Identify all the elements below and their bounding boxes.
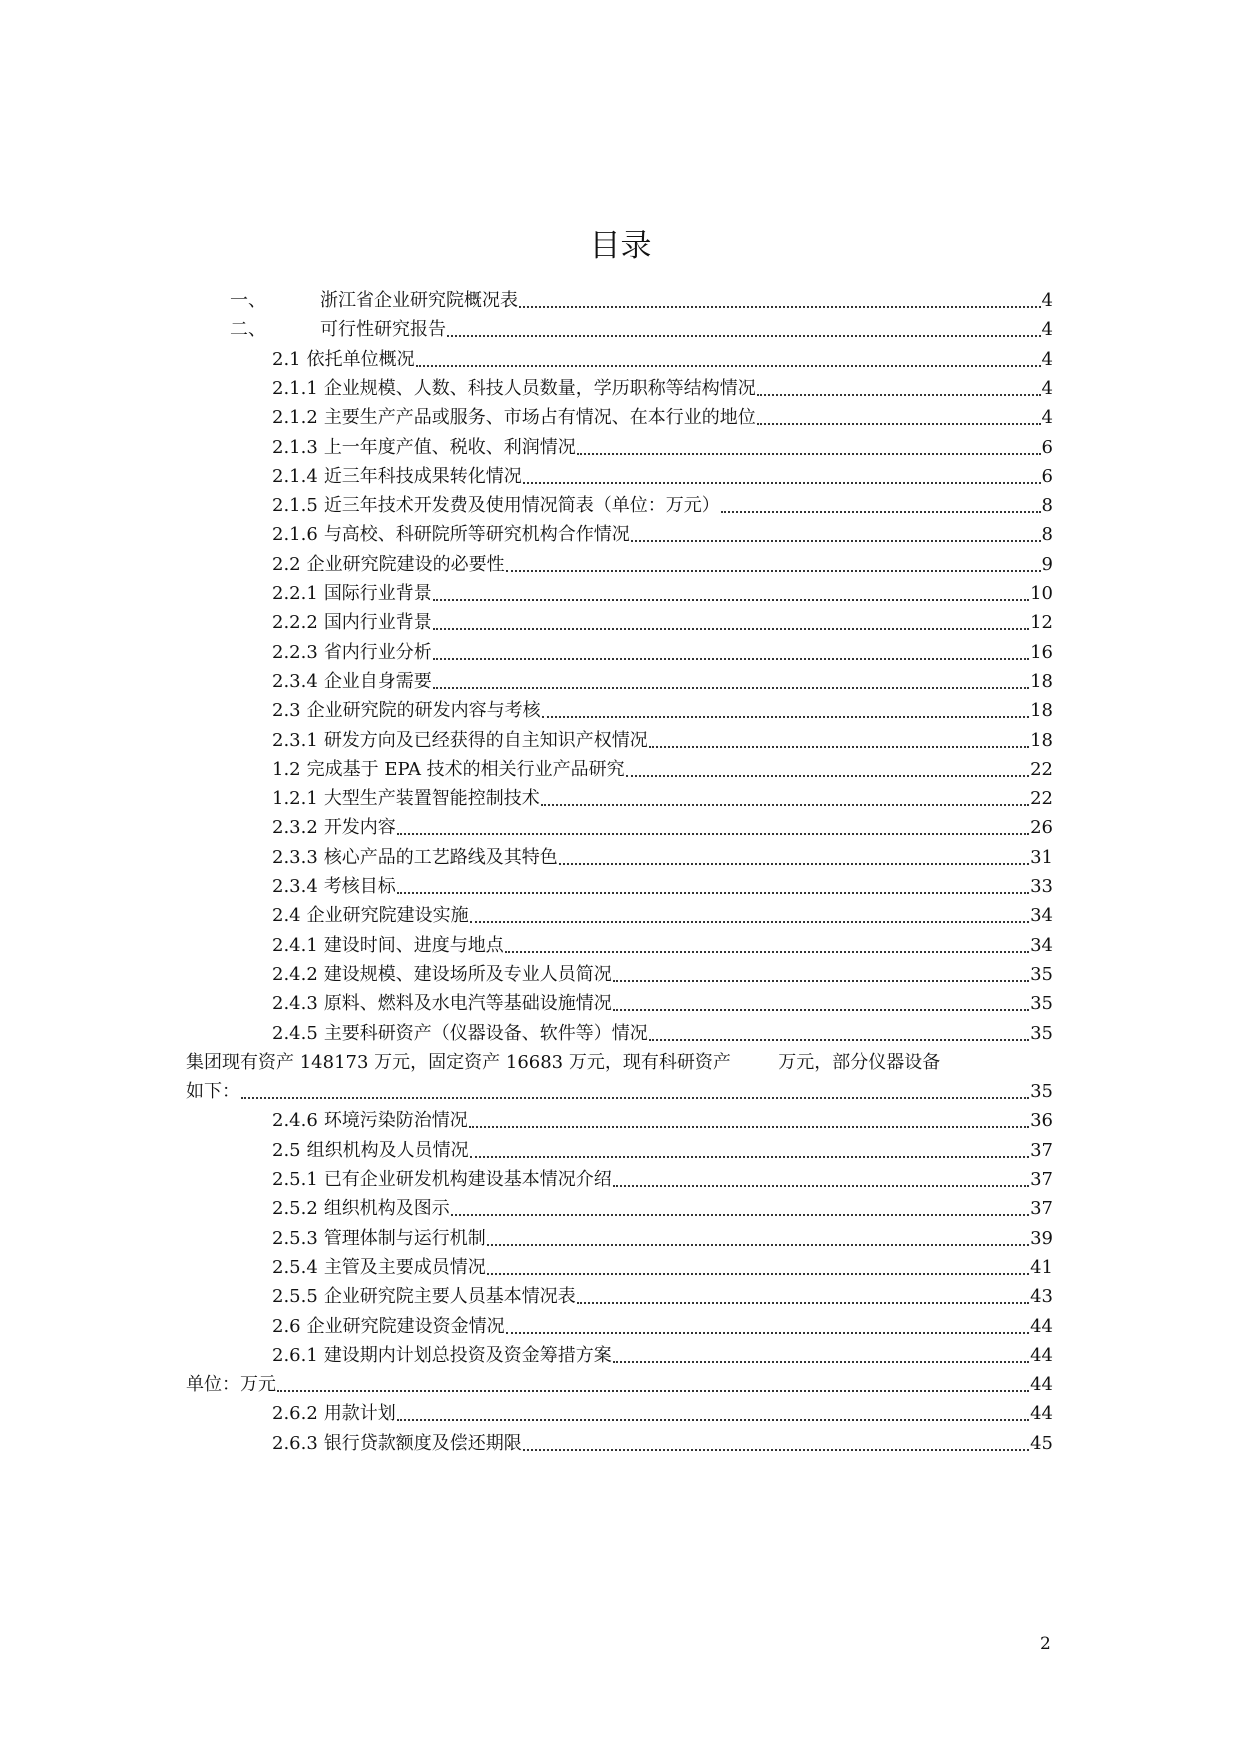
- toc-dot-leader: [757, 393, 1041, 396]
- toc-entry-title: 建设期内计划总投资及资金筹措方案: [323, 1344, 612, 1366]
- toc-entry-title: 建设时间、进度与地点: [323, 934, 504, 956]
- toc-entry-page: 18: [1030, 729, 1053, 751]
- toc-entry[interactable]: [272, 1160, 1053, 1192]
- toc-entry-number: 2.2: [272, 553, 301, 575]
- toc-dot-leader: [447, 334, 1041, 337]
- toc-entry-page: 26: [1030, 817, 1053, 839]
- toc-entry-title: 企业研究院建设资金情况: [306, 1315, 505, 1337]
- toc-entry-number: 2.6.2: [272, 1403, 318, 1425]
- toc-entry[interactable]: [272, 1219, 1053, 1251]
- toc-entry[interactable]: [272, 750, 1053, 782]
- toc-entry[interactable]: [272, 1336, 1053, 1368]
- toc-entry[interactable]: [272, 808, 1053, 840]
- toc-dot-leader: [433, 598, 1029, 601]
- toc-dot-leader: [541, 803, 1029, 806]
- toc-dot-leader: [626, 774, 1029, 777]
- toc-dot-leader: [397, 891, 1029, 894]
- toc-entry[interactable]: [272, 779, 1053, 811]
- toc-entry-page: 34: [1030, 905, 1053, 927]
- toc-dot-leader: [577, 1301, 1029, 1304]
- toc-entry-title: 近三年技术开发费及使用情况简表（单位：万元）: [323, 495, 720, 517]
- toc-entry-title: 银行贷款额度及偿还期限: [323, 1432, 522, 1454]
- toc-entry[interactable]: [272, 340, 1053, 372]
- toc-dot-leader: [487, 1243, 1029, 1246]
- toc-entry-number: 2.4.1: [272, 934, 318, 956]
- toc-entry-number: 2.5.5: [272, 1286, 318, 1308]
- toc-entry-page: 10: [1030, 583, 1053, 604]
- toc-entry-page: 37: [1030, 1139, 1053, 1161]
- toc-entry-title: 主要生产产品或服务、市场占有情况、在本行业的地位: [323, 407, 756, 429]
- toc-entry-number: 2.2.1: [272, 583, 318, 604]
- toc-entry-title: 开发内容: [323, 817, 396, 839]
- toc-entry-number: 2.3.1: [272, 729, 318, 751]
- toc-entry-title: 已有企业研发机构建设基本情况介绍: [323, 1169, 612, 1190]
- toc-entry[interactable]: [272, 1131, 1053, 1163]
- toc-entry-number: 2.1.6: [272, 524, 318, 546]
- toc-dot-leader: [277, 1389, 1029, 1392]
- toc-entry-number: 1.2: [272, 758, 301, 780]
- page-number: 2: [1040, 1634, 1051, 1654]
- toc-entry-number: 2.1.2: [272, 407, 318, 429]
- toc-entry-title: 研发方向及已经获得的自主知识产权情况: [323, 729, 648, 751]
- toc-entry-page: 22: [1030, 788, 1053, 810]
- toc-dot-leader: [613, 1184, 1029, 1187]
- toc-dot-leader: [757, 422, 1041, 425]
- toc-dot-leader: [433, 686, 1029, 689]
- toc-entry[interactable]: [272, 515, 1053, 547]
- toc-dot-leader: [433, 657, 1029, 660]
- toc-dot-leader: [721, 510, 1041, 513]
- toc-entry[interactable]: [272, 896, 1053, 928]
- toc-entry-page: 36: [1030, 1110, 1053, 1132]
- toc-entry-number: 2.2.2: [272, 612, 318, 634]
- toc-entry-title: 单位：万元: [186, 1374, 276, 1396]
- toc-entry-page: 22: [1030, 758, 1053, 780]
- toc-entry-title: 管理体制与运行机制: [323, 1227, 486, 1249]
- toc-dot-leader: [523, 1448, 1029, 1451]
- toc-entry-page: 37: [1030, 1198, 1053, 1220]
- toc-entry-title: 国内行业背景: [323, 612, 432, 634]
- toc-dot-leader: [470, 920, 1029, 923]
- toc-entry[interactable]: [272, 662, 1053, 694]
- toc-entry-page: 43: [1030, 1286, 1053, 1308]
- toc-entry[interactable]: [272, 1424, 1053, 1456]
- toc-entry-title: 企业研究院建设的必要性: [306, 553, 505, 575]
- toc-dot-leader: [631, 539, 1041, 542]
- toc-entry-title: 企业自身需要: [323, 670, 432, 692]
- toc-entry[interactable]: [272, 1394, 1053, 1426]
- toc-dot-leader: [505, 950, 1029, 953]
- assets-paragraph: 集团现有资产 148173 万元，固定资产 16683 万元，现有科研资产 万元，部分仪器设备: [186, 1051, 941, 1073]
- toc-entry-page: 4: [1041, 290, 1053, 311]
- toc-entry[interactable]: [272, 1277, 1053, 1309]
- toc-entry-number: 2.4: [272, 905, 301, 927]
- toc-entry-title: 核心产品的工艺路线及其特色: [323, 846, 558, 868]
- toc-entry-title: 企业研究院主要人员基本情况表: [323, 1286, 576, 1308]
- toc-entry-title: 企业规模、人数、科技人员数量，学历职称等结构情况: [323, 377, 756, 399]
- toc-dot-leader: [519, 305, 1041, 308]
- toc-entry[interactable]: [230, 310, 1053, 342]
- toc-entry[interactable]: [272, 486, 1053, 518]
- toc-entry-title: 完成基于 EPA 技术的相关行业产品研究: [306, 758, 625, 780]
- toc-entry-number: 2.1.3: [272, 436, 318, 458]
- toc-dot-leader: [241, 1096, 1029, 1099]
- toc-entry-title: 主要科研资产（仪器设备、软件等）情况: [323, 1022, 648, 1044]
- toc-dot-leader: [542, 715, 1029, 718]
- toc-dot-leader: [470, 1155, 1029, 1158]
- toc-entry-page: 35: [1030, 963, 1053, 985]
- toc-entry-title: 国际行业背景: [323, 583, 432, 604]
- toc-entry-number: 二、: [230, 319, 266, 341]
- toc-dot-leader: [613, 1008, 1029, 1011]
- toc-entry[interactable]: [272, 926, 1053, 958]
- toc-entry-number: 2.3.4: [272, 670, 318, 692]
- toc-entry-number: 2.3.3: [272, 846, 318, 868]
- toc-dot-leader: [559, 862, 1029, 865]
- toc-entry[interactable]: [272, 1248, 1053, 1280]
- toc-entry-number: 2.1.1: [272, 377, 318, 399]
- toc-entry-page: 44: [1030, 1315, 1053, 1337]
- toc-entry[interactable]: [186, 1365, 1053, 1397]
- toc-dot-leader: [506, 569, 1041, 572]
- toc-entry-title: 如下：: [186, 1081, 240, 1103]
- toc-entry-page: 4: [1041, 407, 1053, 429]
- toc-entry[interactable]: [272, 398, 1053, 430]
- toc-entry-page: 39: [1030, 1227, 1053, 1249]
- toc-entry-number: 2.1.5: [272, 495, 318, 517]
- toc-entry-number: 2.4.6: [272, 1110, 318, 1132]
- toc-entry-title: 上一年度产值、税收、利润情况: [323, 436, 576, 458]
- toc-dot-leader: [469, 1125, 1029, 1128]
- toc-entry-title: 考核目标: [323, 876, 396, 897]
- toc-dot-leader: [451, 1213, 1029, 1216]
- toc-entry-title: 省内行业分析: [323, 641, 432, 663]
- toc-entry-number: 一、: [230, 290, 266, 311]
- toc-dot-leader: [613, 1360, 1029, 1363]
- toc-entry-page: 18: [1030, 700, 1053, 722]
- toc-entry-title: 与高校、科研院所等研究机构合作情况: [323, 524, 630, 546]
- toc-entry[interactable]: [272, 984, 1053, 1016]
- toc-entry-page: 45: [1030, 1432, 1053, 1454]
- toc-entry-title: 浙江省企业研究院概况表: [320, 290, 518, 311]
- toc-entry-title: 组织机构及图示: [323, 1198, 450, 1220]
- toc-entry-number: 2.3.2: [272, 817, 318, 839]
- toc-entry-page: 4: [1041, 319, 1053, 341]
- toc-entry-number: 2.4.3: [272, 993, 318, 1015]
- toc-entry-title: 用款计划: [323, 1403, 396, 1425]
- toc-entry-page: 33: [1030, 876, 1053, 897]
- toc-dot-leader: [649, 745, 1029, 748]
- toc-dot-leader: [416, 364, 1041, 367]
- toc-entry-page: 6: [1041, 465, 1053, 487]
- toc-entry-page: 44: [1030, 1344, 1053, 1366]
- toc-entry-number: 2.5.1: [272, 1169, 318, 1190]
- toc-entry-page: 41: [1030, 1256, 1053, 1278]
- toc-entry-title: 近三年科技成果转化情况: [323, 465, 522, 487]
- toc-entry[interactable]: [272, 691, 1053, 723]
- toc-entry-title: 可行性研究报告: [320, 319, 446, 341]
- toc-entry-page: 8: [1041, 524, 1053, 546]
- toc-entry[interactable]: [272, 369, 1053, 401]
- toc-dot-leader: [487, 1272, 1029, 1275]
- toc-entry-title: 大型生产装置智能控制技术: [323, 788, 540, 810]
- toc-entry-page: 4: [1041, 377, 1053, 399]
- toc-dot-leader: [613, 979, 1029, 982]
- toc-entry-page: 35: [1030, 1022, 1053, 1044]
- toc-dot-leader: [649, 1038, 1029, 1041]
- toc-entry[interactable]: [272, 545, 1053, 577]
- toc-entry-page: 4: [1041, 348, 1053, 370]
- toc-entry[interactable]: [272, 1307, 1053, 1339]
- toc-entry[interactable]: [272, 838, 1053, 870]
- page-title: 目录: [589, 228, 652, 264]
- toc-entry-page: 9: [1041, 553, 1053, 575]
- toc-entry-title: 主管及主要成员情况: [323, 1256, 486, 1278]
- toc-dot-leader: [506, 1331, 1029, 1334]
- toc-entry-number: 2.4.5: [272, 1022, 318, 1044]
- toc-entry[interactable]: [186, 1072, 1053, 1104]
- toc-entry[interactable]: [272, 457, 1053, 489]
- toc-entry-number: 2.5: [272, 1139, 301, 1161]
- toc-entry-title: 原料、燃料及水电汽等基础设施情况: [323, 993, 612, 1015]
- toc-entry[interactable]: [272, 428, 1053, 460]
- toc-entry-page: 12: [1030, 612, 1053, 634]
- toc-entry-page: 44: [1030, 1374, 1053, 1396]
- toc-entry[interactable]: [272, 721, 1053, 753]
- toc-entry-title: 企业研究院建设实施: [306, 905, 469, 927]
- toc-entry[interactable]: [272, 867, 1053, 899]
- toc-entry-number: 2.1.4: [272, 465, 318, 487]
- toc-dot-leader: [397, 1418, 1029, 1421]
- toc-entry-number: 2.3: [272, 700, 301, 722]
- toc-entry-page: 18: [1030, 670, 1053, 692]
- toc-dot-leader: [577, 452, 1041, 455]
- toc-entry-page: 37: [1030, 1169, 1053, 1190]
- toc-entry-title: 建设规模、建设场所及专业人员简况: [323, 963, 612, 985]
- toc-entry-page: 31: [1030, 846, 1053, 868]
- toc-entry[interactable]: [230, 281, 1053, 313]
- toc-entry-page: 35: [1030, 1081, 1053, 1103]
- toc-entry-number: 2.4.2: [272, 963, 318, 985]
- toc-entry-page: 6: [1041, 436, 1053, 458]
- toc-entry-title: 依托单位概况: [306, 348, 415, 370]
- toc-entry[interactable]: [272, 603, 1053, 635]
- toc-entry-number: 1.2.1: [272, 788, 318, 810]
- toc-entry[interactable]: [272, 1101, 1053, 1133]
- toc-entry-number: 2.2.3: [272, 641, 318, 663]
- toc-dot-leader: [433, 627, 1029, 630]
- toc-entry-page: 16: [1030, 641, 1053, 663]
- toc-entry[interactable]: [272, 1014, 1053, 1046]
- toc-entry[interactable]: [272, 574, 1053, 606]
- toc-entry-page: 44: [1030, 1403, 1053, 1425]
- toc-entry-number: 2.6.3: [272, 1432, 318, 1454]
- toc-entry[interactable]: [272, 633, 1053, 665]
- toc-entry[interactable]: [272, 1189, 1053, 1221]
- toc-entry[interactable]: [272, 955, 1053, 987]
- toc-entry-number: 2.5.4: [272, 1256, 318, 1278]
- toc-dot-leader: [397, 832, 1029, 835]
- toc-entry-number: 2.5.2: [272, 1198, 318, 1220]
- toc-entry-page: 8: [1041, 495, 1053, 517]
- toc-entry-page: 35: [1030, 993, 1053, 1015]
- toc-entry-page: 34: [1030, 934, 1053, 956]
- toc-entry-number: 2.6.1: [272, 1344, 318, 1366]
- toc-entry-number: 2.1: [272, 348, 301, 370]
- toc-entry-title: 环境污染防治情况: [323, 1110, 468, 1132]
- toc-entry-number: 2.3.4: [272, 876, 318, 897]
- toc-entry-number: 2.5.3: [272, 1227, 318, 1249]
- toc-entry-number: 2.6: [272, 1315, 301, 1337]
- toc-dot-leader: [523, 481, 1041, 484]
- toc-entry-title: 企业研究院的研发内容与考核: [306, 700, 541, 722]
- toc-entry-title: 组织机构及人员情况: [306, 1139, 469, 1161]
